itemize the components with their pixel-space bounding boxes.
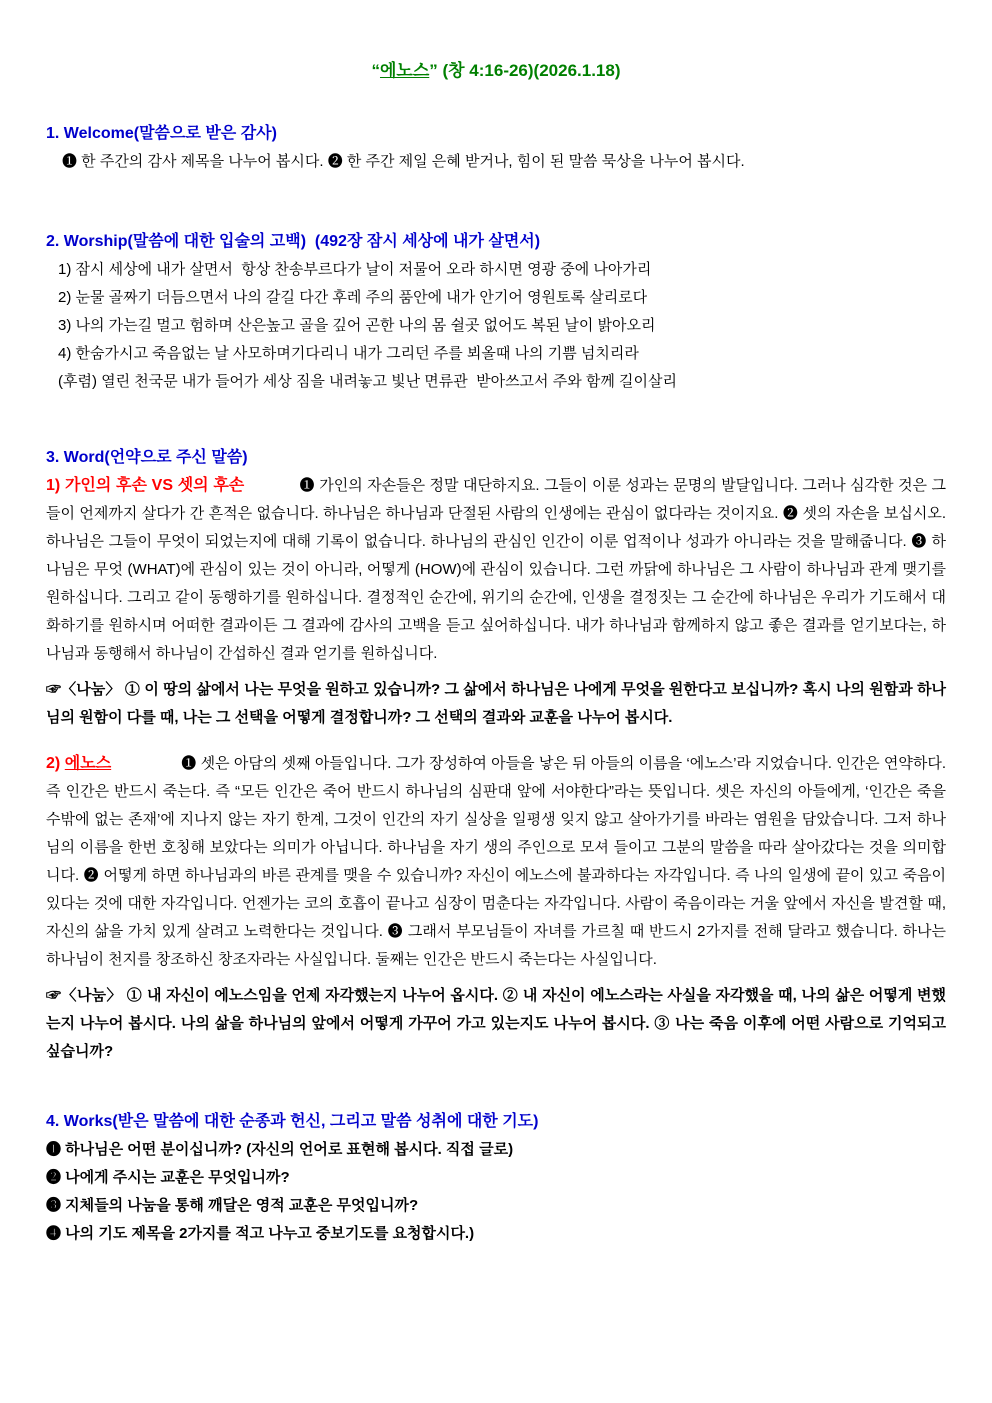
hymn-verse-2: 2) 눈물 골짜기 더듬으면서 나의 갈길 다간 후레 주의 품안에 내가 안기어 영원토록 살리로다 [58,289,648,306]
word-heading: 3. Word(언약으로 주신 말씀) [46,449,248,466]
works-item-3: ❸ 지체들의 나눔을 통해 깨달은 영적 교훈은 무엇입니까? [46,1197,419,1214]
word-part2-heading [46,755,111,772]
word-part1-heading: 1) 가인의 후손 VS 셋의 후손 [46,477,245,494]
section-word [46,444,946,1066]
worship-heading: 2. Worship(말씀에 대한 입술의 고백) (492장 잠시 세상에 내가 살면서) [46,233,541,250]
section-works [46,1108,946,1248]
works-heading: 4. Works(받은 말씀에 대한 순종과 헌신, 그리고 말씀 성취에 대한 기도) [46,1113,539,1130]
welcome-heading: 1. Welcome(말씀으로 받은 감사) [46,125,277,142]
page-title [46,58,946,84]
word-part2-body: ❶ 셋은 아담의 셋째 아들입니다. 그가 장성하여 아들을 낳은 뒤 아들의 이름을 ‘에노스’라 지었습니다. 인간은 연약하다. 즉 인간은 반드시 죽는다. 즉 “모든 인간은 죽어 반드시 하나님의 심판대 앞에 서야한다”라는 뜻입니다. 셋은 자신의 아들에게, ‘인간은 죽을 수밖에 없는 존재’에 지나지 않는 자기 한계, 그것이 인간의 자기 실상을 일평생 잊지 않고 살아가기를 바라는 염원을 담았습니다. 그저 하나님의 이름을 한번 호칭해 보았다는 의미가 아닙니다. 하나님을 자기 생의 주인으로 모셔 들이고 그분의 말씀을 따라 살아갔다는 것을 의미합니다. ❷ 어떻게 하면 하나님과의 바른 관계를 맺을 수 있습니까? 자신이 에노스에 불과하다는 자각입니다. 즉 나의 일생에 끝이 있고 죽음이 있다는 것에 대한 자각입니다. 언젠가는 코의 호흡이 끝나고 심장이 멈춘다는 자각입니다. 사람이 죽음이라는 거울 앞에서 자신을 발견할 때, 자신의 삶을 가치 있게 살려고 노력한다는 것입니다. ❸ 그래서 부모님들이 자녀를 가르칠 때 반드시 2가지를 전해 달라고 했습니다. 하나는 하나님이 천지를 창조하신 창조자라는 사실입니다. 둘째는 인간은 반드시 죽는다는 사실입니다. [46,755,947,968]
word-part1-paragraph [46,472,946,668]
title-scripture-reference: (창 4:16-26)(2026.1.18) [437,61,621,80]
hymn-verse-4: 4) 한숨가시고 죽음없는 날 사모하며기다리니 내가 그리던 주를 뵈올때 나의 기쁨 넘치리라 [58,345,639,362]
works-item-4: ❹ 나의 기도 제목을 2가지를 적고 나누고 중보기도를 요청합시다.) [46,1225,475,1242]
word-part1-sharing: ☞〈나눔〉 ① 이 땅의 삶에서 나는 무엇을 원하고 있습니까? 그 삶에서 하나님은 나에게 무엇을 원한다고 보십니까? 혹시 나의 원함과 하나님의 원함이 다를 때, 나는 그 선택을 어떻게 결정합니까? 그 선택의 결과와 교훈을 나누어 봅시다. [46,681,946,726]
section-worship [46,228,946,396]
works-item-2: ❷ 나에게 주시는 교훈은 무엇입니까? [46,1169,290,1186]
word-part1-body: ❶ 가인의 자손들은 정말 대단하지요. 그들이 이룬 성과는 문명의 발달입니다. 그러나 심각한 것은 그들이 언제까지 살다가 간 흔적은 없습니다. 하나님은 하나님과 단절된 사람의 인생에는 관심이 없다라는 것이지요. ❷ 셋의 자손을 보십시오. 하나님은 그들이 무엇이 되었는지에 대해 기록이 없습니다. 하나님의 관심인 인간이 이룬 업적이나 성과가 아니라는 것을 말해줍니다. ❸ 하나님은 무엇 (WHAT)에 관심이 있는 것이 아니라, 어떻게 (HOW)에 관심이 있습니다. 그런 까닭에 하나님은 그 사람이 하나님과 관계 맺기를 원하십니다. 그리고 같이 동행하기를 원하십니다. 결정적인 순간에, 위기의 순간에, 인생을 결정짓는 그 순간에 하나님은 우리가 기도해서 대화하기를 원하시며 어떠한 결과이든 그 결과에 감사의 고백을 듣고 싶어하십니다. 내가 하나님과 함께하지 않고 좋은 결과를 얻기보다는, 하나님과 동행해서 하나님이 간섭하신 결과 얻기를 원하십니다. [46,477,946,662]
works-item-1: ❶ 하나님은 어떤 분이십니까? (자신의 언어로 표현해 봅시다. 직접 글로) [46,1141,514,1158]
section-welcome [46,120,946,176]
title-close-quote: ” [429,61,438,80]
hymn-verse-1: 1) 잠시 세상에 내가 살면서 항상 찬송부르다가 날이 저물어 오라 하시면 영광 중에 나아가리 [58,261,652,278]
hymn-verse-3: 3) 나의 가는길 멀고 험하며 산은높고 골을 깊어 곤한 나의 몸 쉴곳 없어도 복된 날이 밝아오리 [58,317,656,334]
word-part2-paragraph [46,750,946,974]
word-part2-heading-name: 에노스 [64,755,112,772]
word-part2-sharing: ☞〈나눔〉 ① 내 자신이 에노스임을 언제 자각했는지 나누어 옵시다. ② 내 자신이 에노스라는 사실을 자각했을 때, 나의 삶은 어떻게 변했는지 나누어 봅시다. 나의 삶을 하나님의 앞에서 어떻게 가꾸어 가고 있는지도 나누어 봅시다. ③ 나는 죽음 이후에 어떤 사람으로 기억되고 싶습니까? [46,987,946,1060]
title-sermon-name: 에노스 [379,61,430,80]
word-part2-heading-prefix: 2) [46,755,65,772]
welcome-body: ❶ 한 주간의 감사 제목을 나누어 봅시다. ❷ 한 주간 제일 은혜 받거나, 힘이 된 말씀 묵상을 나누어 봅시다. [62,153,745,170]
hymn-refrain: (후렴) 열린 천국문 내가 들어가 세상 짐을 내려놓고 빛난 면류관 받아쓰고서 주와 함께 길이살리 [58,373,677,390]
title-open-quote: “ [371,61,380,80]
